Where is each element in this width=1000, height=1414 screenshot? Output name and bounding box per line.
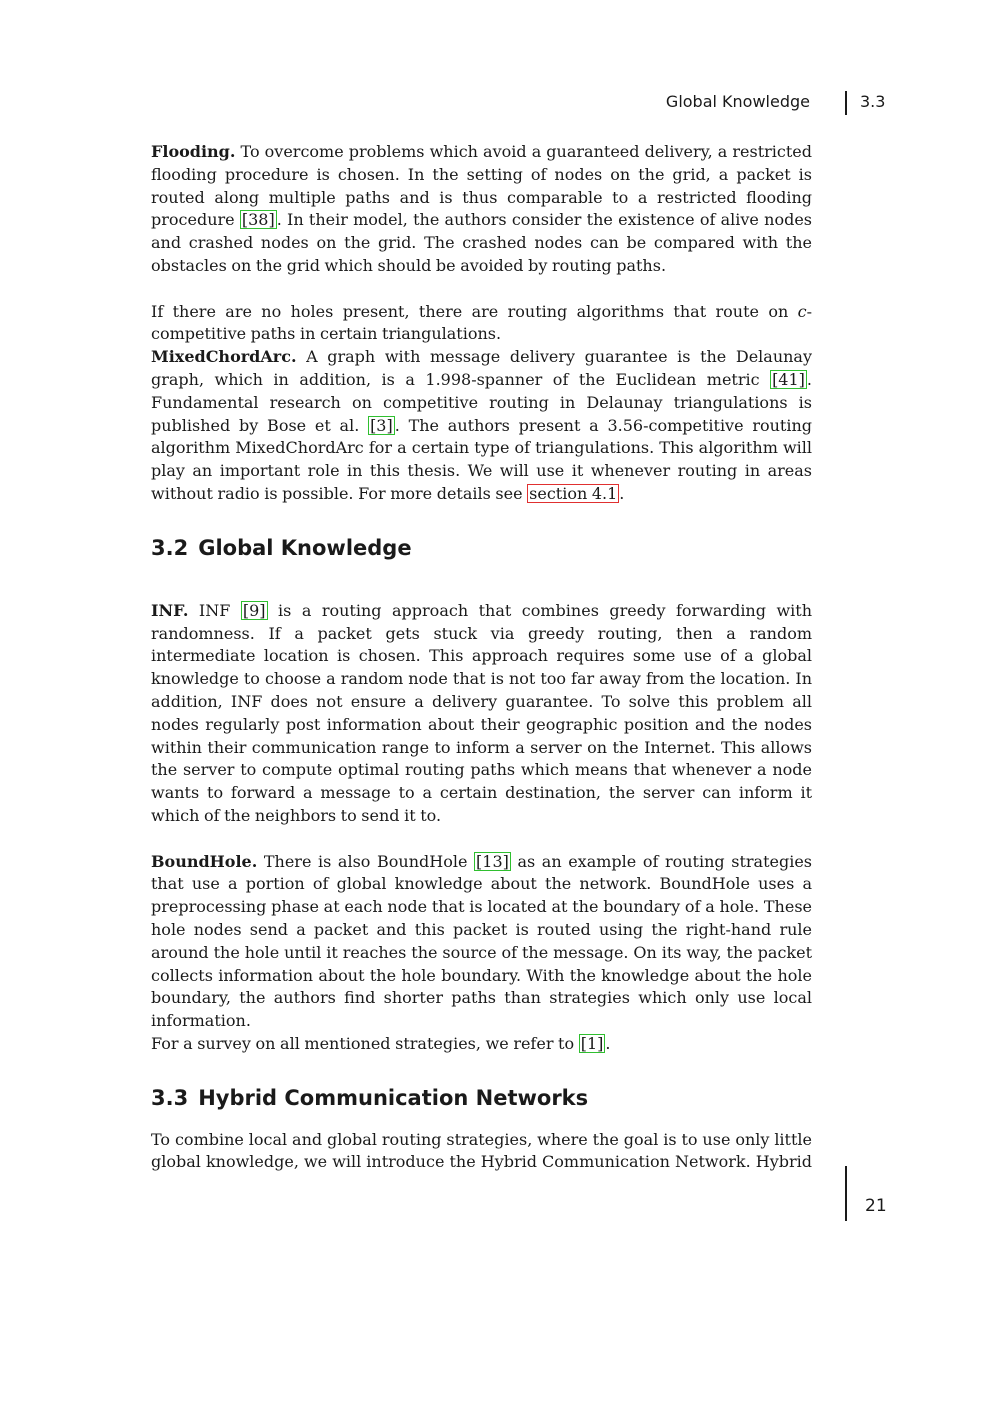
section-space <box>151 1056 812 1084</box>
text: . The authors present a 3.56-competitive routing algorithm MixedChordArc for a certain type of triangulations. This algorithm will play an important role in this thesis. We will use it whenever routing in areas without radio is possible. For more details see <box>151 415 813 503</box>
paragraph-inf <box>151 600 812 828</box>
paragraph-survey <box>151 1033 812 1056</box>
text: There is also BoundHole <box>257 851 475 871</box>
run-in-heading-mixedchordarc: MixedChordArc. <box>151 347 297 367</box>
text: as an example of routing strategies that use a portion of global knowledge about the network. BoundHole uses a preprocessing phase at each node that is located at the boundary of a hole. These hole nodes send a packet and this packet is routed using the right-hand rule around the hole until it reaches the source of the message. On its way, the packet collects information about the hole boundary. With the knowledge about the hole boundary, the authors find shorter paths than strategies which only use local information. <box>151 851 813 1031</box>
paragraph-no-holes <box>151 301 812 347</box>
paragraph-mixedchordarc <box>151 346 812 506</box>
citation-link[interactable]: [41] <box>772 369 805 389</box>
text: To combine local and global routing strategies, where the goal is to use only little global knowledge, we will introduce the Hybrid Communication Network. Hybrid <box>151 1129 812 1172</box>
text: is a routing approach that combines greedy forwarding with randomness. If a packet gets stuck via greedy routing, then a random intermediate location is chosen. This approach requires some use of a global knowledge to choose a random node that is not too far away from the location. In addition, INF does not ensure a delivery guarantee. To solve this problem all nodes regularly post information about their geographic position and the nodes within their communication range to inform a server on the Internet. This allows the server to compute optimal routing paths which means that whenever a node wants to forward a message to a certain destination, the server can inform it which of the neighbors to send it to. <box>151 600 813 825</box>
paragraph-flooding <box>151 141 812 278</box>
citation-link[interactable]: [3] <box>370 415 393 435</box>
text: If there are no holes present, there are routing algorithms that route on <box>151 301 798 321</box>
text: -competitive paths in certain triangulations. <box>151 301 812 344</box>
run-in-heading-inf: INF. <box>151 600 189 620</box>
running-header-rule <box>845 91 847 115</box>
paragraph-gap <box>151 278 812 301</box>
section-crossref-link[interactable]: section 4.1 <box>529 483 618 503</box>
text: For a survey on all mentioned strategies, we refer to <box>151 1033 579 1053</box>
text: . <box>619 483 625 503</box>
section-space <box>151 1112 812 1129</box>
section-heading-3-3 <box>151 1084 812 1112</box>
citation-link[interactable]: [1] <box>580 1033 604 1053</box>
text: A graph with message delivery guarantee is the Delaunay graph, which in addition, is a 1.998-spanner of the Euclidean metric <box>151 347 812 389</box>
page-number: 21 <box>865 1196 887 1216</box>
run-in-heading-boundhole: BoundHole. <box>151 851 258 871</box>
paragraph-hybrid <box>151 1129 812 1175</box>
paragraph-boundhole <box>151 851 812 1033</box>
section-number: 3.3 <box>151 1085 189 1110</box>
section-space <box>151 506 812 534</box>
citation-link[interactable]: [13] <box>476 851 509 871</box>
text: To overcome problems which avoid a guaranteed delivery, a restricted flooding procedure is chosen. In the setting of nodes on the grid, a packet is routed along multiple paths and is thus comparable to a restricted flooding procedure <box>151 142 812 230</box>
paragraph-gap <box>151 828 812 851</box>
text: INF <box>188 600 241 620</box>
run-in-heading-flooding: Flooding. <box>151 142 236 161</box>
citation-link[interactable]: [9] <box>242 600 266 620</box>
section-title: Global Knowledge <box>198 535 412 560</box>
citation-link[interactable]: [38] <box>241 210 275 230</box>
section-number: 3.2 <box>151 535 189 560</box>
footer-rule <box>845 1166 847 1221</box>
running-header <box>0 89 1000 117</box>
running-header-title: Global Knowledge <box>665 92 810 111</box>
running-header-section: 3.3 <box>860 92 886 111</box>
section-title: Hybrid Communication Networks <box>198 1085 589 1110</box>
section-space <box>151 562 812 600</box>
text: . Fundamental research on competitive routing in Delaunay triangulations is published by Bose et al. <box>151 369 812 435</box>
text: . In their model, the authors consider the existence of alive nodes and crashed nodes on the grid. The crashed nodes can be compared with the obstacles on the grid which should be avoided by routing paths. <box>151 210 813 275</box>
section-heading-3-2 <box>151 534 812 562</box>
page-body <box>151 141 812 1174</box>
text: . <box>605 1033 611 1053</box>
variable-c: c <box>797 301 807 321</box>
